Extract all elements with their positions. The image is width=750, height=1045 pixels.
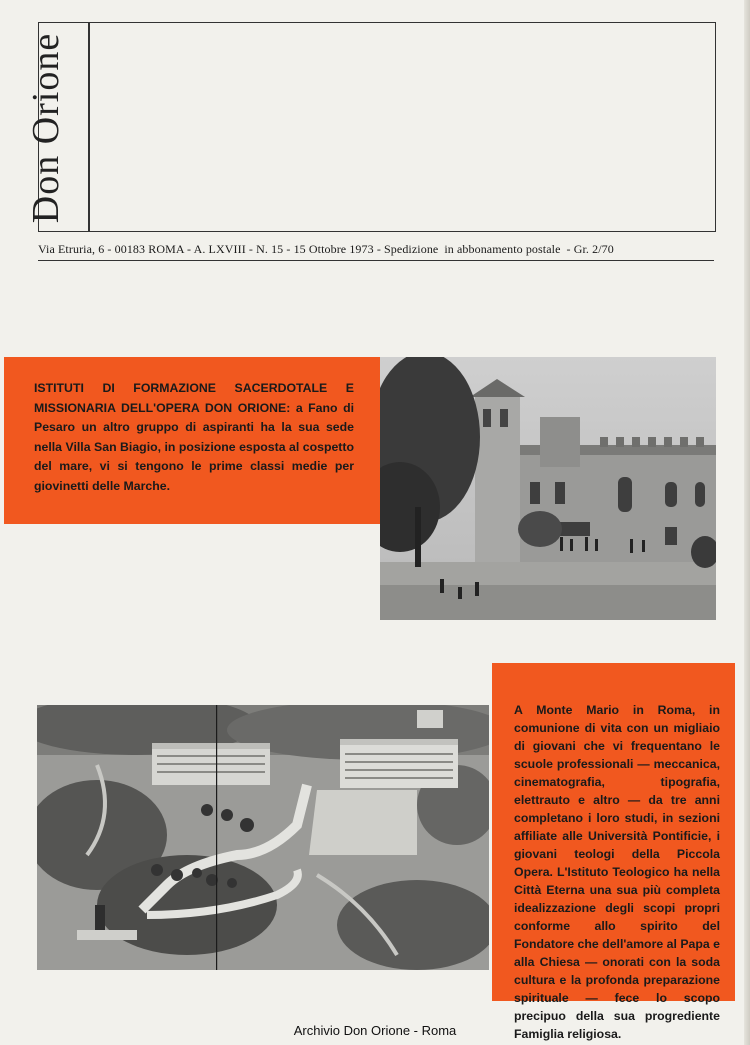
publication-price: - Gr. 2/70 — [566, 241, 614, 256]
publication-postal: in abbonamento postale — [444, 241, 561, 256]
publication-address: Via Etruria, 6 - 00183 ROMA - A. LXVIII - N. 15 - 15 Ottobre 1973 - Spedizione — [38, 241, 439, 256]
masthead-title-text: Don Orione — [25, 32, 67, 224]
publication-info-line — [38, 238, 714, 261]
monte-mario-aerial-photo — [37, 705, 489, 970]
villa-san-biagio-photo — [380, 357, 716, 620]
masthead-blank-area — [90, 23, 714, 230]
caption-box-monte-mario — [492, 663, 735, 1041]
caption-box-fano — [4, 357, 380, 524]
archive-footer: Archivio Don Orione - Roma — [293, 1023, 457, 1038]
caption-text-fano: ISTITUTI DI FORMAZIONE SACERDOTALE E MISSIONARIA DELL'OPERA DON ORIONE: a Fano di Pesaro un altro gruppo di aspiranti ha la sua sede nella Villa San Biagio, in posizione esposta al cospetto del mare, vi si tengono le prime classi medie per giovinetti delle Marche. — [34, 381, 354, 493]
caption-text-monte-mario: A Monte Mario in Roma, in comunione di vita con un migliaio di giovani che vi frequentano le scuole professionali — meccanica, cinematografia, tipografia, elettrauto e altro — da tre anni completano i loro studi, in sezioni affiliate alle Università Pontificie, i giovani teologi della Piccola Opera. L'Istituto Teologico ha nella Città Eterna una sua più completa idealizzazione degli scopi propri conforme allo spirito del Fondatore che dell'amore al Papa e alla Chiesa — onorati con la soda cultura e la profonda preparazione spirituale — fece lo scopo precipuo della sua progrediente Famiglia religiosa. — [514, 703, 720, 1041]
page-edge — [744, 0, 750, 1045]
masthead-title — [4, 30, 88, 226]
